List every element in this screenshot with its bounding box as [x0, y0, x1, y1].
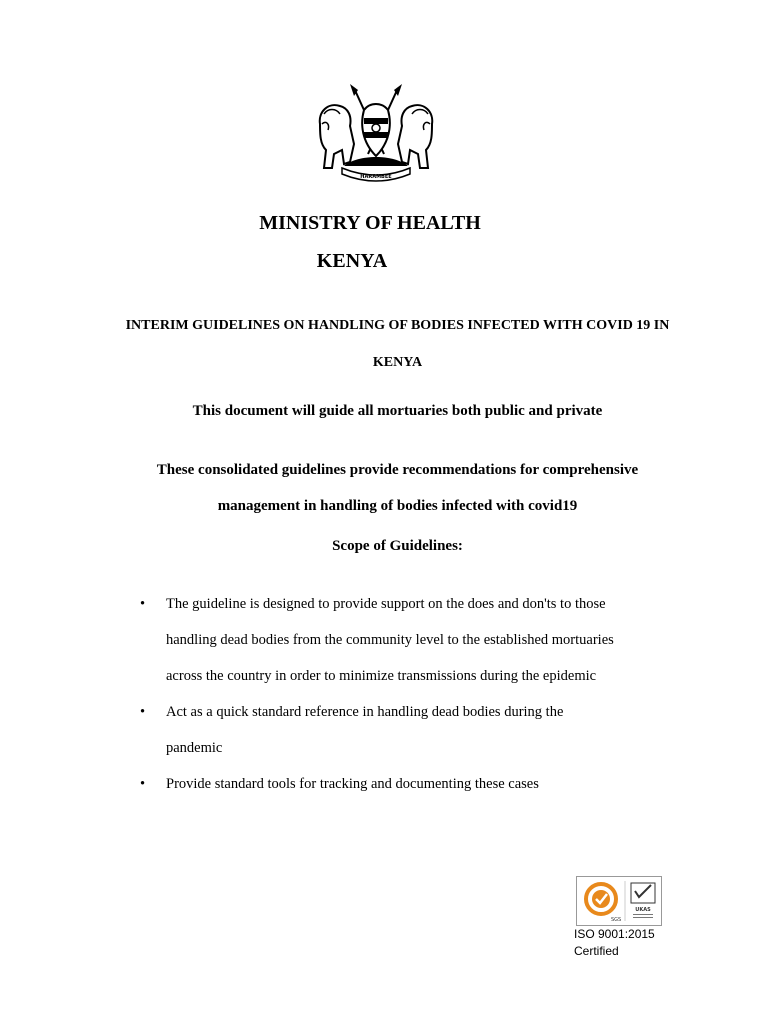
list-item: [140, 586, 680, 694]
summary-paragraph: [120, 452, 675, 524]
iso-certified: Certified: [574, 944, 619, 958]
list-item: [140, 766, 680, 802]
bullet-icon: •: [140, 704, 146, 720]
bullet-line: handling dead bodies from the community level to the established mortuaries: [166, 632, 614, 648]
ukas-logo-text: UKAS: [635, 907, 651, 913]
bullet-line: The guideline is designed to provide support on the does and don'ts to those: [166, 596, 606, 612]
document-heading-line1: INTERIM GUIDELINES ON HANDLING OF BODIES INFECTED WITH COVID 19 IN: [125, 318, 670, 333]
iso-standard: ISO 9001:2015: [574, 927, 655, 941]
document-heading-line2: KENYA: [372, 355, 423, 370]
iso-certification-text: [574, 926, 655, 960]
bullet-line: across the country in order to minimize transmissions during the epidemic: [166, 668, 597, 684]
bullet-icon: •: [140, 596, 146, 612]
scope-bullet-list: [140, 586, 680, 802]
emblem-motto: HARAMBEE: [360, 174, 392, 180]
ministry-title: MINISTRY OF HEALTH: [259, 212, 481, 234]
bullet-line: Provide standard tools for tracking and documenting these cases: [166, 776, 539, 792]
sgs-logo-text: SGS: [611, 917, 622, 923]
bullet-line: pandemic: [166, 740, 223, 756]
bullet-line: Act as a quick standard reference in handling dead bodies during the: [166, 704, 564, 720]
summary-line2: management in handling of bodies infected with covid19: [217, 498, 578, 514]
list-item: [140, 694, 680, 766]
kenya-coat-of-arms-emblem: [314, 84, 438, 184]
bullet-icon: •: [140, 776, 146, 792]
scope-heading: Scope of Guidelines:: [332, 538, 463, 554]
purpose-statement: This document will guide all mortuaries both public and private: [192, 403, 603, 419]
sgs-ukas-certification-logo: [576, 876, 662, 926]
summary-line1: These consolidated guidelines provide recommendations for comprehensive: [156, 462, 639, 478]
country-title: KENYA: [316, 250, 388, 272]
